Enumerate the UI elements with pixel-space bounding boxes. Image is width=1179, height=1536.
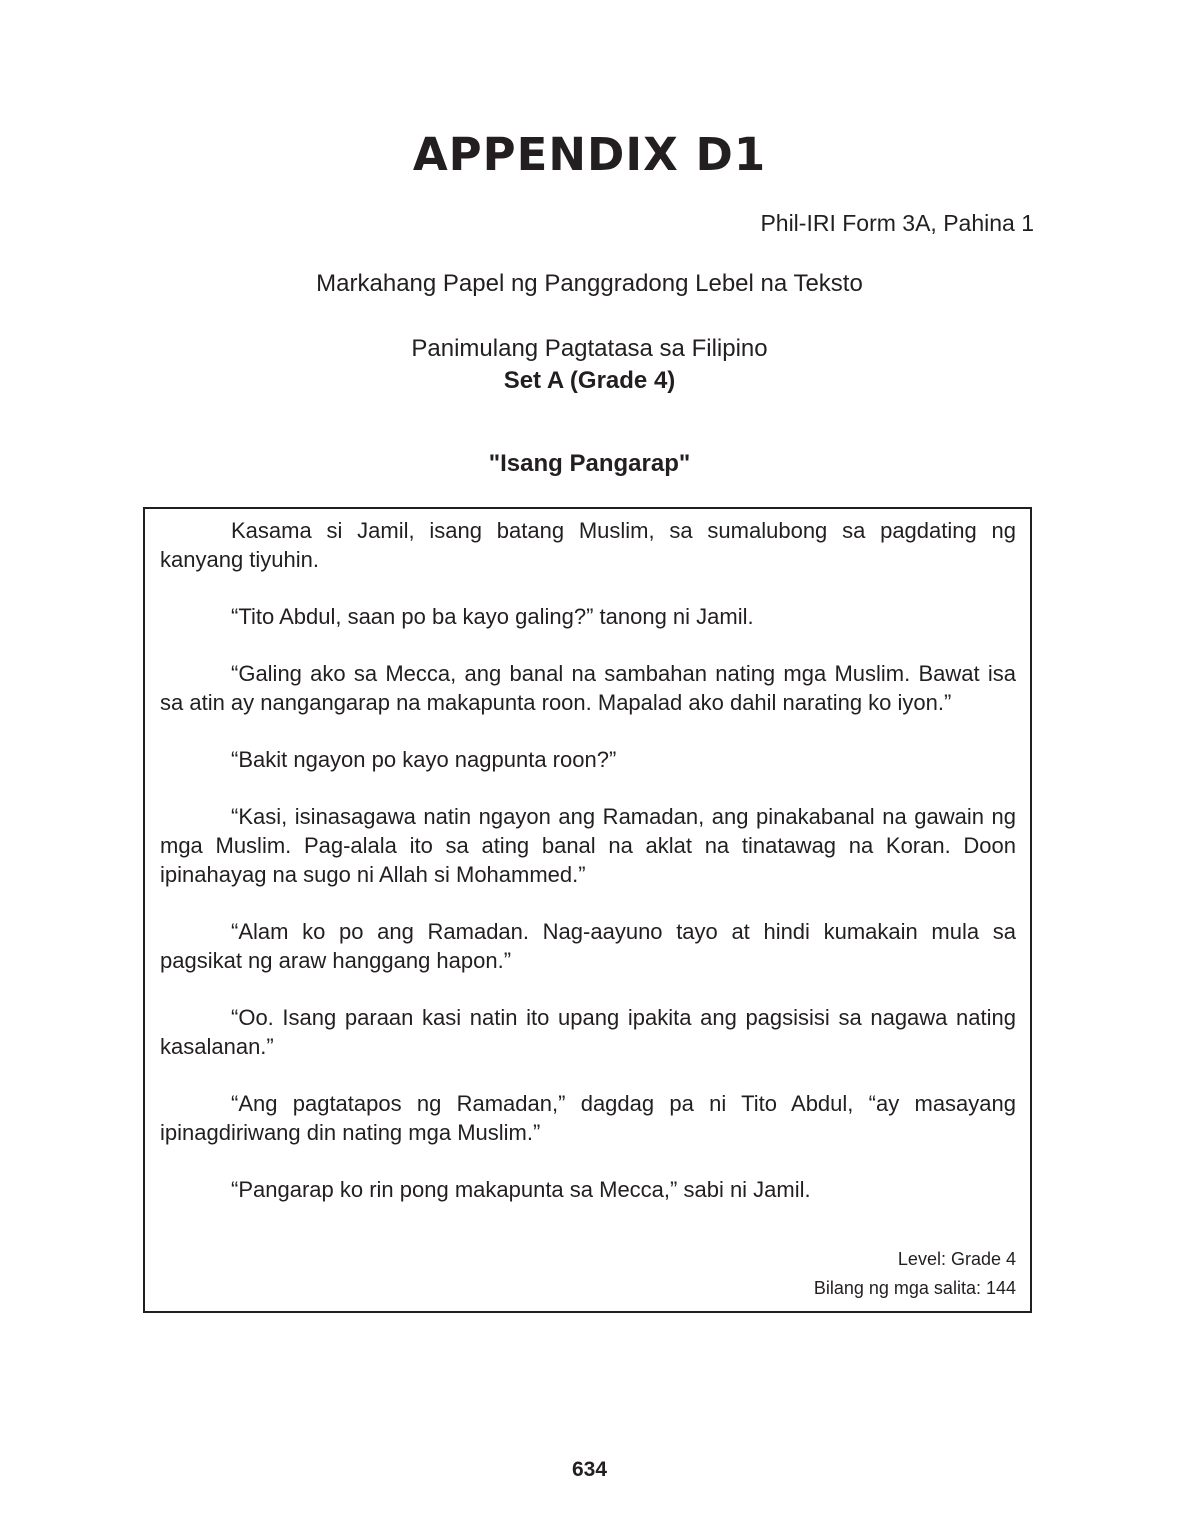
form-label: Phil-IRI Form 3A, Pahina 1 (760, 210, 1034, 236)
story-title: "Isang Pangarap" (488, 450, 691, 477)
story-box (143, 507, 1032, 1313)
word-count-label: Bilang ng mga salita: 144 (813, 1278, 1016, 1298)
story-paragraph: “Pangarap ko rin pong makapunta sa Mecca,” sabi ni Jamil. (231, 1177, 811, 1202)
story-paragraph: “Tito Abdul, saan po ba kayo galing?” tanong ni Jamil. (231, 604, 754, 629)
story-paragraph: “Galing ako sa Mecca, ang banal na sambahan nating mga Muslim. Bawat isa sa atin ay nangangarap na makapunta roon. Mapalad ako dahil narating ko iyon.” (160, 661, 1016, 715)
story-paragraph: “Kasi, isinasagawa natin ngayon ang Ramadan, ang pinakabanal na gawain ng mga Muslim. Pag-alala ito sa ating banal na aklat na tinatawag na Koran. Doon ipinahayag na sugo ni Allah si Mohammed.” (160, 804, 1016, 887)
level-label: Level: Grade 4 (897, 1249, 1016, 1269)
sheet-title: Markahang Papel ng Panggradong Lebel na Teksto (316, 270, 863, 297)
appendix-title: APPENDIX D1 (412, 128, 767, 181)
page-number: 634 (571, 1458, 608, 1481)
story-paragraph: “Ang pagtatapos ng Ramadan,” dagdag pa ni Tito Abdul, “ay masayang ipinagdiriwang din nating mga Muslim.” (160, 1091, 1016, 1145)
story-paragraph: “Bakit ngayon po kayo nagpunta roon?” (231, 747, 617, 772)
assessment-title: Panimulang Pagtatasa sa Filipino (411, 335, 768, 362)
story-paragraph: “Alam ko po ang Ramadan. Nag-aayuno tayo at hindi kumakain mula sa pagsikat ng araw hanggang hapon.” (160, 919, 1016, 973)
story-paragraph: Kasama si Jamil, isang batang Muslim, sa sumalubong sa pagdating ng kanyang tiyuhin. (160, 518, 1016, 572)
set-label: Set A (Grade 4) (503, 367, 676, 394)
story-paragraph: “Oo. Isang paraan kasi natin ito upang ipakita ang pagsisisi sa nagawa nating kasalanan.” (160, 1005, 1016, 1059)
